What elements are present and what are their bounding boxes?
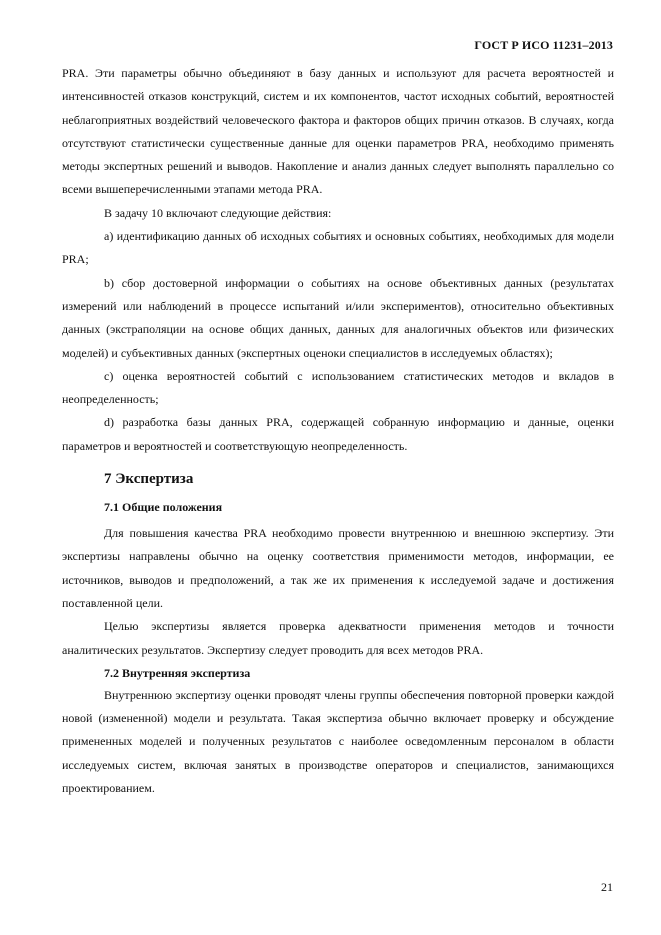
paragraph-7-1-second: Целью экспертизы является проверка адекватности применения методов и точности аналитических результатов. Экспертизу следует проводить для всех методов PRA. (62, 619, 614, 657)
paragraph-pra-parameters: PRA. Эти параметры обычно объединяют в базу данных и используют для расчета вероятностей и интенсивностей отказов конструкций, систем и их компонентов, частот исходных событий, вероятностей неблагоприятных воздействий человеческого фактора и факторов общих причин отказов. В случаях, когда отсутствуют статистически существенные данные для оценки параметров PRA, необходимо применять методы экспертных решений и выводов. Накопление и анализ данных следует выполнять параллельно со всеми вышеперечисленными этапами метода PRA. (62, 66, 614, 197)
paragraph-task-10-intro: В задачу 10 включают следующие действия: (104, 205, 332, 220)
page-content (62, 62, 614, 800)
section-7-heading: 7 Экспертиза (104, 471, 194, 488)
paragraph-7-1-first: Для повышения качества PRA необходимо провести внутреннюю и внешнюю экспертизу. Эти экспертизы направлены обычно на оценку соответствия применимости методов, информации, ее источников, выводов и предположений, а так же их применения к исследуемой задаче и достижения поставленной цели. (62, 526, 614, 610)
list-item-c: c) оценка вероятностей событий с использованием статистических методов и вкладов в неопределенность; (62, 368, 614, 407)
document-header: ГОСТ Р ИСО 11231–2013 (474, 38, 613, 52)
paragraph-7-2-first: Внутреннюю экспертизу оценки проводят члены группы обеспечения повторной проверки каждой новой (измененной) модели и результата. Такая экспертиза обычно включает проверку и обсуждение примененных моделей и полученных результатов с наиболее осведомленным персоналом в области исследуемых систем, включая занятых в производстве операторов и специалистов, занимающихся проектированием. (62, 687, 614, 796)
section-7-2-heading: 7.2 Внутренняя экспертиза (104, 665, 251, 680)
list-item-d: d) разработка базы данных PRA, содержащей собранную информацию и данные, оценки параметров и вероятностей и соответствующую неопределенность. (62, 415, 614, 453)
section-7-1-heading: 7.1 Общие положения (104, 500, 223, 515)
page-number: 21 (601, 880, 613, 894)
list-item-a: a) идентификацию данных об исходных событиях и основных событиях, необходимых для модели PRA; (62, 229, 614, 267)
list-item-b: b) сбор достоверной информации о событиях на основе объективных данных (результатах измерений или наблюдений в процессе испытаний и/или экспериментов), относительно объективных данных (экстраполяции на основе общих данных, данных для аналогичных объектов или физических моделей) и субъективных данных (экспертных оценоки специалистов в исследуемых областях); (62, 275, 614, 360)
